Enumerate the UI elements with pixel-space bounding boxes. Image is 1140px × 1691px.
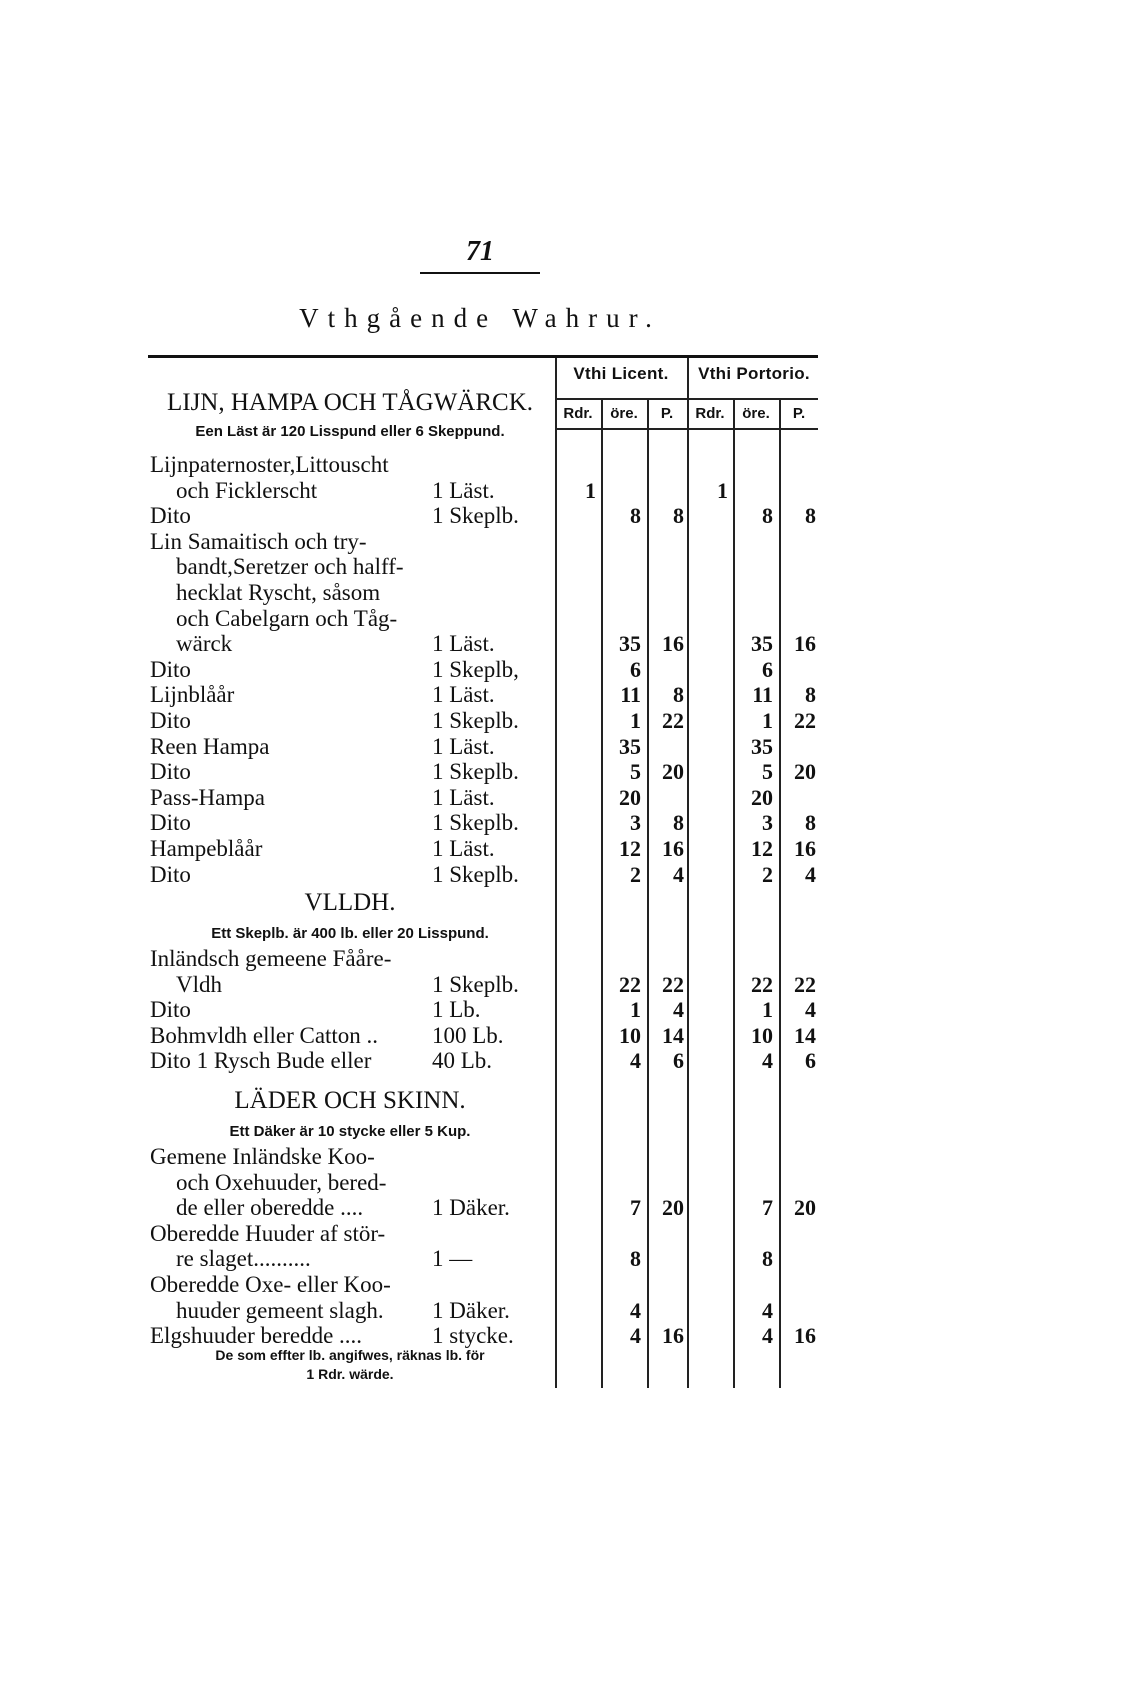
portorio-rdr-value: 1 bbox=[717, 477, 728, 503]
section-note: Een Läst är 120 Lisspund eller 6 Skeppund. bbox=[195, 423, 505, 440]
section-note: Ett Skeplb. är 400 lb. eller 20 Lisspund. bbox=[211, 925, 489, 942]
col-line bbox=[779, 398, 781, 1388]
portorio-p-value: 4 bbox=[805, 997, 816, 1023]
item-description: Lin Samaitisch och try- bbox=[150, 528, 367, 554]
licent-p-value: 20 bbox=[662, 1195, 684, 1221]
col-line bbox=[555, 358, 557, 1388]
col-line bbox=[733, 398, 735, 1388]
licent-p-value: 8 bbox=[673, 810, 684, 836]
licent-ore-value: 1 bbox=[630, 708, 641, 733]
item-description: Reen Hampa bbox=[150, 733, 270, 759]
portorio-ore-value: 8 bbox=[762, 1246, 773, 1272]
item-description: och Oxehuuder, bered- bbox=[176, 1169, 387, 1195]
item-unit: 1 Skeplb. bbox=[432, 503, 519, 529]
portorio-ore-value: 3 bbox=[762, 810, 773, 836]
item-description: Vldh bbox=[176, 971, 222, 997]
licent-p-value: 4 bbox=[673, 997, 684, 1023]
portorio-ore-value: 2 bbox=[762, 861, 773, 887]
item-unit: 1 Läst. bbox=[432, 733, 495, 759]
item-unit: 1 Däker. bbox=[432, 1195, 510, 1221]
item-unit: 1 stycke. bbox=[432, 1323, 514, 1349]
item-unit: 1 Läst. bbox=[432, 784, 495, 810]
item-description: Hampeblåår bbox=[150, 836, 263, 861]
licent-ore-value: 20 bbox=[619, 784, 641, 810]
licent-p-value: 22 bbox=[662, 708, 684, 733]
col-line bbox=[647, 398, 649, 1388]
page-number-rule bbox=[420, 272, 540, 274]
licent-ore-value: 4 bbox=[630, 1048, 641, 1074]
item-description: Lijnblåår bbox=[150, 682, 235, 708]
item-unit: 1 Läst. bbox=[432, 631, 495, 657]
licent-p-value: 8 bbox=[673, 503, 684, 529]
item-unit: 40 Lb. bbox=[432, 1048, 493, 1074]
licent-ore-value: 11 bbox=[620, 682, 641, 708]
licent-ore-value: 12 bbox=[619, 836, 641, 861]
portorio-ore-value: 20 bbox=[751, 784, 773, 810]
portorio-ore-value: 4 bbox=[762, 1048, 773, 1074]
licent-ore-value: 7 bbox=[630, 1195, 641, 1221]
item-description: Dito 1 Rysch Bude eller bbox=[150, 1048, 372, 1074]
licent-p-value: 8 bbox=[673, 682, 684, 708]
header-portorio-rdr: Rdr. bbox=[695, 405, 725, 422]
section-title: LIJN, HAMPA OCH TÅGWÄRCK. bbox=[166, 389, 533, 416]
item-unit: 1 Läst. bbox=[432, 477, 495, 503]
item-description: Elgshuuder beredde .... bbox=[150, 1323, 363, 1349]
portorio-ore-value: 4 bbox=[762, 1323, 773, 1349]
portorio-ore-value: 6 bbox=[762, 656, 773, 682]
section-title: VLLDH. bbox=[304, 889, 396, 916]
item-unit: 1 Skeplb. bbox=[432, 810, 519, 836]
licent-p-value: 22 bbox=[662, 971, 684, 997]
section-note: Ett Däker är 10 stycke eller 5 Kup. bbox=[229, 1123, 471, 1140]
licent-ore-value: 6 bbox=[630, 656, 641, 682]
portorio-p-value: 16 bbox=[794, 836, 816, 861]
portorio-ore-value: 35 bbox=[751, 631, 773, 657]
item-unit: 1 — bbox=[432, 1246, 473, 1272]
item-unit: 1 Skeplb, bbox=[432, 656, 519, 682]
item-description: Bohmvldh eller Catton .. bbox=[150, 1022, 379, 1048]
item-description: Oberedde Oxe- eller Koo- bbox=[150, 1272, 391, 1297]
licent-ore-value: 4 bbox=[630, 1297, 641, 1323]
table-top-rule bbox=[148, 355, 818, 358]
licent-ore-value: 4 bbox=[630, 1323, 641, 1349]
licent-ore-value: 5 bbox=[630, 759, 641, 785]
portorio-ore-value: 1 bbox=[762, 708, 773, 733]
portorio-ore-value: 7 bbox=[762, 1195, 773, 1221]
licent-p-value: 20 bbox=[662, 759, 684, 785]
item-unit: 1 Skeplb. bbox=[432, 861, 519, 887]
licent-p-value: 4 bbox=[673, 861, 684, 887]
item-description: Inländsch gemeene Fååre- bbox=[150, 946, 392, 971]
item-description: bandt,Seretzer och halff- bbox=[176, 554, 404, 580]
portorio-ore-value: 22 bbox=[751, 971, 773, 997]
item-unit: 1 Däker. bbox=[432, 1297, 510, 1323]
item-description: hecklat Ryscht, såsom bbox=[176, 580, 381, 605]
portorio-p-value: 4 bbox=[805, 861, 816, 887]
portorio-p-value: 16 bbox=[794, 631, 816, 657]
item-description: wärck bbox=[176, 631, 233, 657]
licent-ore-value: 22 bbox=[619, 971, 641, 997]
licent-p-value: 16 bbox=[662, 1323, 684, 1349]
licent-rdr-value: 1 bbox=[585, 477, 596, 503]
licent-ore-value: 10 bbox=[619, 1022, 641, 1048]
footnote-line-2: 1 Rdr. wärde. bbox=[306, 1366, 394, 1382]
portorio-ore-value: 8 bbox=[762, 503, 773, 529]
licent-ore-value: 2 bbox=[630, 861, 641, 887]
portorio-p-value: 22 bbox=[794, 971, 816, 997]
item-unit: 1 Läst. bbox=[432, 682, 495, 708]
licent-p-value: 16 bbox=[662, 836, 684, 861]
portorio-ore-value: 4 bbox=[762, 1297, 773, 1323]
item-description: och Ficklerscht bbox=[176, 477, 318, 503]
portorio-p-value: 8 bbox=[805, 503, 816, 529]
item-description: Dito bbox=[150, 861, 191, 887]
item-unit: 1 Lb. bbox=[432, 997, 481, 1023]
licent-ore-value: 35 bbox=[619, 733, 641, 759]
page-title: Vthgående Wahrur. bbox=[299, 303, 661, 333]
item-description: de eller oberedde .... bbox=[176, 1195, 364, 1221]
licent-p-value: 6 bbox=[673, 1048, 684, 1074]
item-description: Dito bbox=[150, 759, 191, 785]
portorio-p-value: 20 bbox=[794, 1195, 816, 1221]
portorio-p-value: 8 bbox=[805, 810, 816, 836]
item-unit: 1 Skeplb. bbox=[432, 759, 519, 785]
portorio-ore-value: 1 bbox=[762, 997, 773, 1023]
item-description: och Cabelgarn och Tåg- bbox=[176, 605, 398, 631]
item-description: huuder gemeent slagh. bbox=[176, 1297, 384, 1323]
licent-p-value: 16 bbox=[662, 631, 684, 657]
col-line bbox=[601, 398, 603, 1388]
portorio-p-value: 8 bbox=[805, 682, 816, 708]
licent-ore-value: 8 bbox=[630, 503, 641, 529]
licent-ore-value: 35 bbox=[619, 631, 641, 657]
item-description: Dito bbox=[150, 503, 191, 529]
item-description: Pass-Hampa bbox=[150, 784, 265, 810]
header-portorio-ore: öre. bbox=[742, 405, 770, 422]
portorio-ore-value: 11 bbox=[752, 682, 773, 708]
portorio-p-value: 20 bbox=[794, 759, 816, 785]
licent-ore-value: 1 bbox=[630, 997, 641, 1023]
header-licent-ore: öre. bbox=[610, 405, 638, 422]
col-line bbox=[687, 358, 689, 1388]
section-title: LÄDER OCH SKINN. bbox=[234, 1087, 466, 1114]
item-description: re slaget.......... bbox=[176, 1246, 311, 1272]
header-licent-p: P. bbox=[660, 405, 674, 422]
page-number: 71 bbox=[466, 236, 494, 267]
portorio-ore-value: 5 bbox=[762, 759, 773, 785]
item-description: Lijnpaternoster,Littouscht bbox=[150, 452, 389, 477]
portorio-ore-value: 10 bbox=[751, 1022, 773, 1048]
portorio-p-value: 14 bbox=[794, 1022, 816, 1048]
portorio-p-value: 16 bbox=[794, 1323, 816, 1349]
header-portorio: Vthi Portorio. bbox=[698, 364, 810, 383]
licent-ore-value: 3 bbox=[630, 810, 641, 836]
item-description: Oberedde Huuder af stör- bbox=[150, 1220, 386, 1246]
portorio-ore-value: 12 bbox=[751, 836, 773, 861]
licent-p-value: 14 bbox=[662, 1022, 684, 1048]
item-description: Dito bbox=[150, 656, 191, 682]
licent-ore-value: 8 bbox=[630, 1246, 641, 1272]
item-unit: 1 Skeplb. bbox=[432, 708, 519, 733]
item-unit: 100 Lb. bbox=[432, 1022, 504, 1048]
item-description: Dito bbox=[150, 708, 191, 733]
header-licent: Vthi Licent. bbox=[573, 364, 669, 383]
item-unit: 1 Skeplb. bbox=[432, 971, 519, 997]
item-unit: 1 Läst. bbox=[432, 836, 495, 861]
item-description: Dito bbox=[150, 997, 191, 1023]
portorio-p-value: 6 bbox=[805, 1048, 816, 1074]
header-portorio-p: P. bbox=[792, 405, 806, 422]
item-description: Gemene Inländske Koo- bbox=[150, 1144, 375, 1169]
footnote-line-1: De som effter lb. angifwes, räknas lb. för bbox=[215, 1347, 485, 1363]
portorio-ore-value: 35 bbox=[751, 733, 773, 759]
footnote bbox=[160, 1346, 540, 1384]
item-description: Dito bbox=[150, 810, 191, 836]
portorio-p-value: 22 bbox=[794, 708, 816, 733]
header-licent-rdr: Rdr. bbox=[563, 405, 593, 422]
